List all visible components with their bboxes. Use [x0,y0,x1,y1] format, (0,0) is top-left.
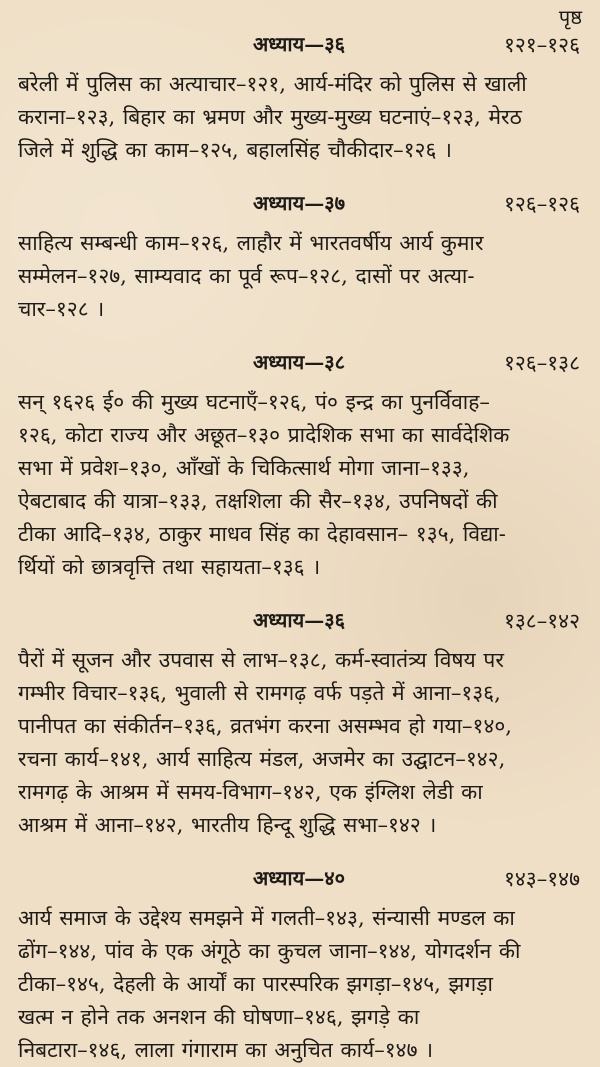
summary-line: ऐबटाबाद की यात्रा–१३३, तक्षशिला की सैर–१३४, उपनिषदों की [18,489,498,513]
chapter-summary-37 [18,227,580,326]
chapter-title-39: अध्याय—३६ [253,608,345,632]
chapter-header-37 [18,193,580,227]
chapter-page-range-37: १२६–१२६ [503,192,580,216]
chapter-summary-36 [18,68,580,167]
summary-line: टीका आदि–१३४, ठाकुर माधव सिंह का देहावसान– १३५, विद्या- [18,522,506,546]
chapter-section-36 [18,34,580,167]
summary-line: खत्म न होने तक अनशन की घोषणा–१४६, झगड़े का [18,1005,420,1029]
summary-line: कराना–१२३, बिहार का भ्रमण और मुख्य-मुख्य घटनाएं–१२३, मेरठ [18,105,522,129]
summary-line: र्थियों को छात्रवृत्ति तथा सहायता–१३६ । [18,555,321,579]
chapter-summary-40 [18,902,580,1067]
chapter-page-range-39: १३८–१४२ [503,609,580,633]
summary-line: पैरों में सूजन और उपवास से लाभ–१३८, कर्म-स्वातंत्र्य विषय पर [18,648,504,672]
chapter-header-39 [18,610,580,644]
summary-line: पानीपत का संकीर्तन–१३६, व्रतभंग करना असम्भव हो गया–१४०, [18,714,512,738]
summary-line: साहित्य सम्बन्धी काम–१२६, लाहौर में भारतवर्षीय आर्य कुमार [18,231,484,255]
summary-line: रामगढ़ के आश्रम में समय-विभाग–१४२, एक इंग्लिश लेडी का [18,780,483,804]
summary-line: जिले में शुद्धि का काम–१२५, बहालसिंह चौकीदार–१२६ । [18,138,453,162]
chapter-header-38 [18,352,580,386]
summary-line: सभा में प्रवेश–१३०, आँखों के चिकित्सार्थ मोगा जाना–१३३, [18,456,470,480]
chapter-summary-39 [18,644,580,842]
chapter-page-range-36: १२१–१२६ [503,33,580,57]
summary-line: रचना कार्य–१४१, आर्य साहित्य मंडल, अजमेर का उद्घाटन–१४२, [18,747,506,771]
chapter-title-36: अध्याय—३६ [253,32,345,56]
chapter-section-37 [18,193,580,326]
summary-line: सन् १६२६ ई० की मुख्य घटनाएँ–१२६, पं० इन्द्र का पुनर्विवाह– [18,390,490,414]
summary-line: आर्य समाज के उद्देश्य समझने में गलती–१४३, संन्यासी मण्डल का [18,906,515,930]
chapter-page-range-40: १४३–१४७ [503,867,580,891]
summary-line: आश्रम में आना–१४२, भारतीय हिन्दू शुद्धि सभा–१४२ । [18,813,437,837]
chapter-summary-38 [18,386,580,584]
chapter-header-36 [18,34,580,68]
chapter-title-37: अध्याय—३७ [253,191,345,215]
page-heading-label: पृष्ठ [558,5,582,29]
chapter-title-40: अध्याय—४० [253,866,345,890]
summary-line: १२६, कोटा राज्य और अछूत–१३० प्रादेशिक सभा का सार्वदेशिक [18,423,510,447]
summary-line: निबटारा–१४६, लाला गंगाराम का अनुचित कार्य–१४७ । [18,1038,434,1062]
summary-line: गम्भीर विचार–१३६, भुवाली से रामगढ़ वर्फ पड़ते में आना–१३६, [18,681,501,705]
chapter-page-range-38: १२६–१३८ [503,351,580,375]
summary-line: चार–१२८ । [18,297,105,321]
summary-line: बरेली में पुलिस का अत्याचार–१२१, आर्य-मंदिर को पुलिस से खाली [18,72,527,96]
chapter-header-40 [18,868,580,902]
chapter-title-38: अध्याय—३८ [253,350,345,374]
summary-line: टीका–१४५, देहली के आर्यों का पारस्परिक झगड़ा–१४५, झगड़ा [18,972,493,996]
summary-line: ढोंग–१४४, पांव के एक अंगूठे का कुचल जाना–१४४, योगदर्शन की [18,939,521,963]
summary-line: सम्मेलन–१२७, साम्यवाद का पूर्व रूप–१२८, दासों पर अत्या- [18,264,475,288]
chapter-section-39 [18,610,580,842]
chapter-section-38 [18,352,580,584]
chapter-section-40 [18,868,580,1067]
